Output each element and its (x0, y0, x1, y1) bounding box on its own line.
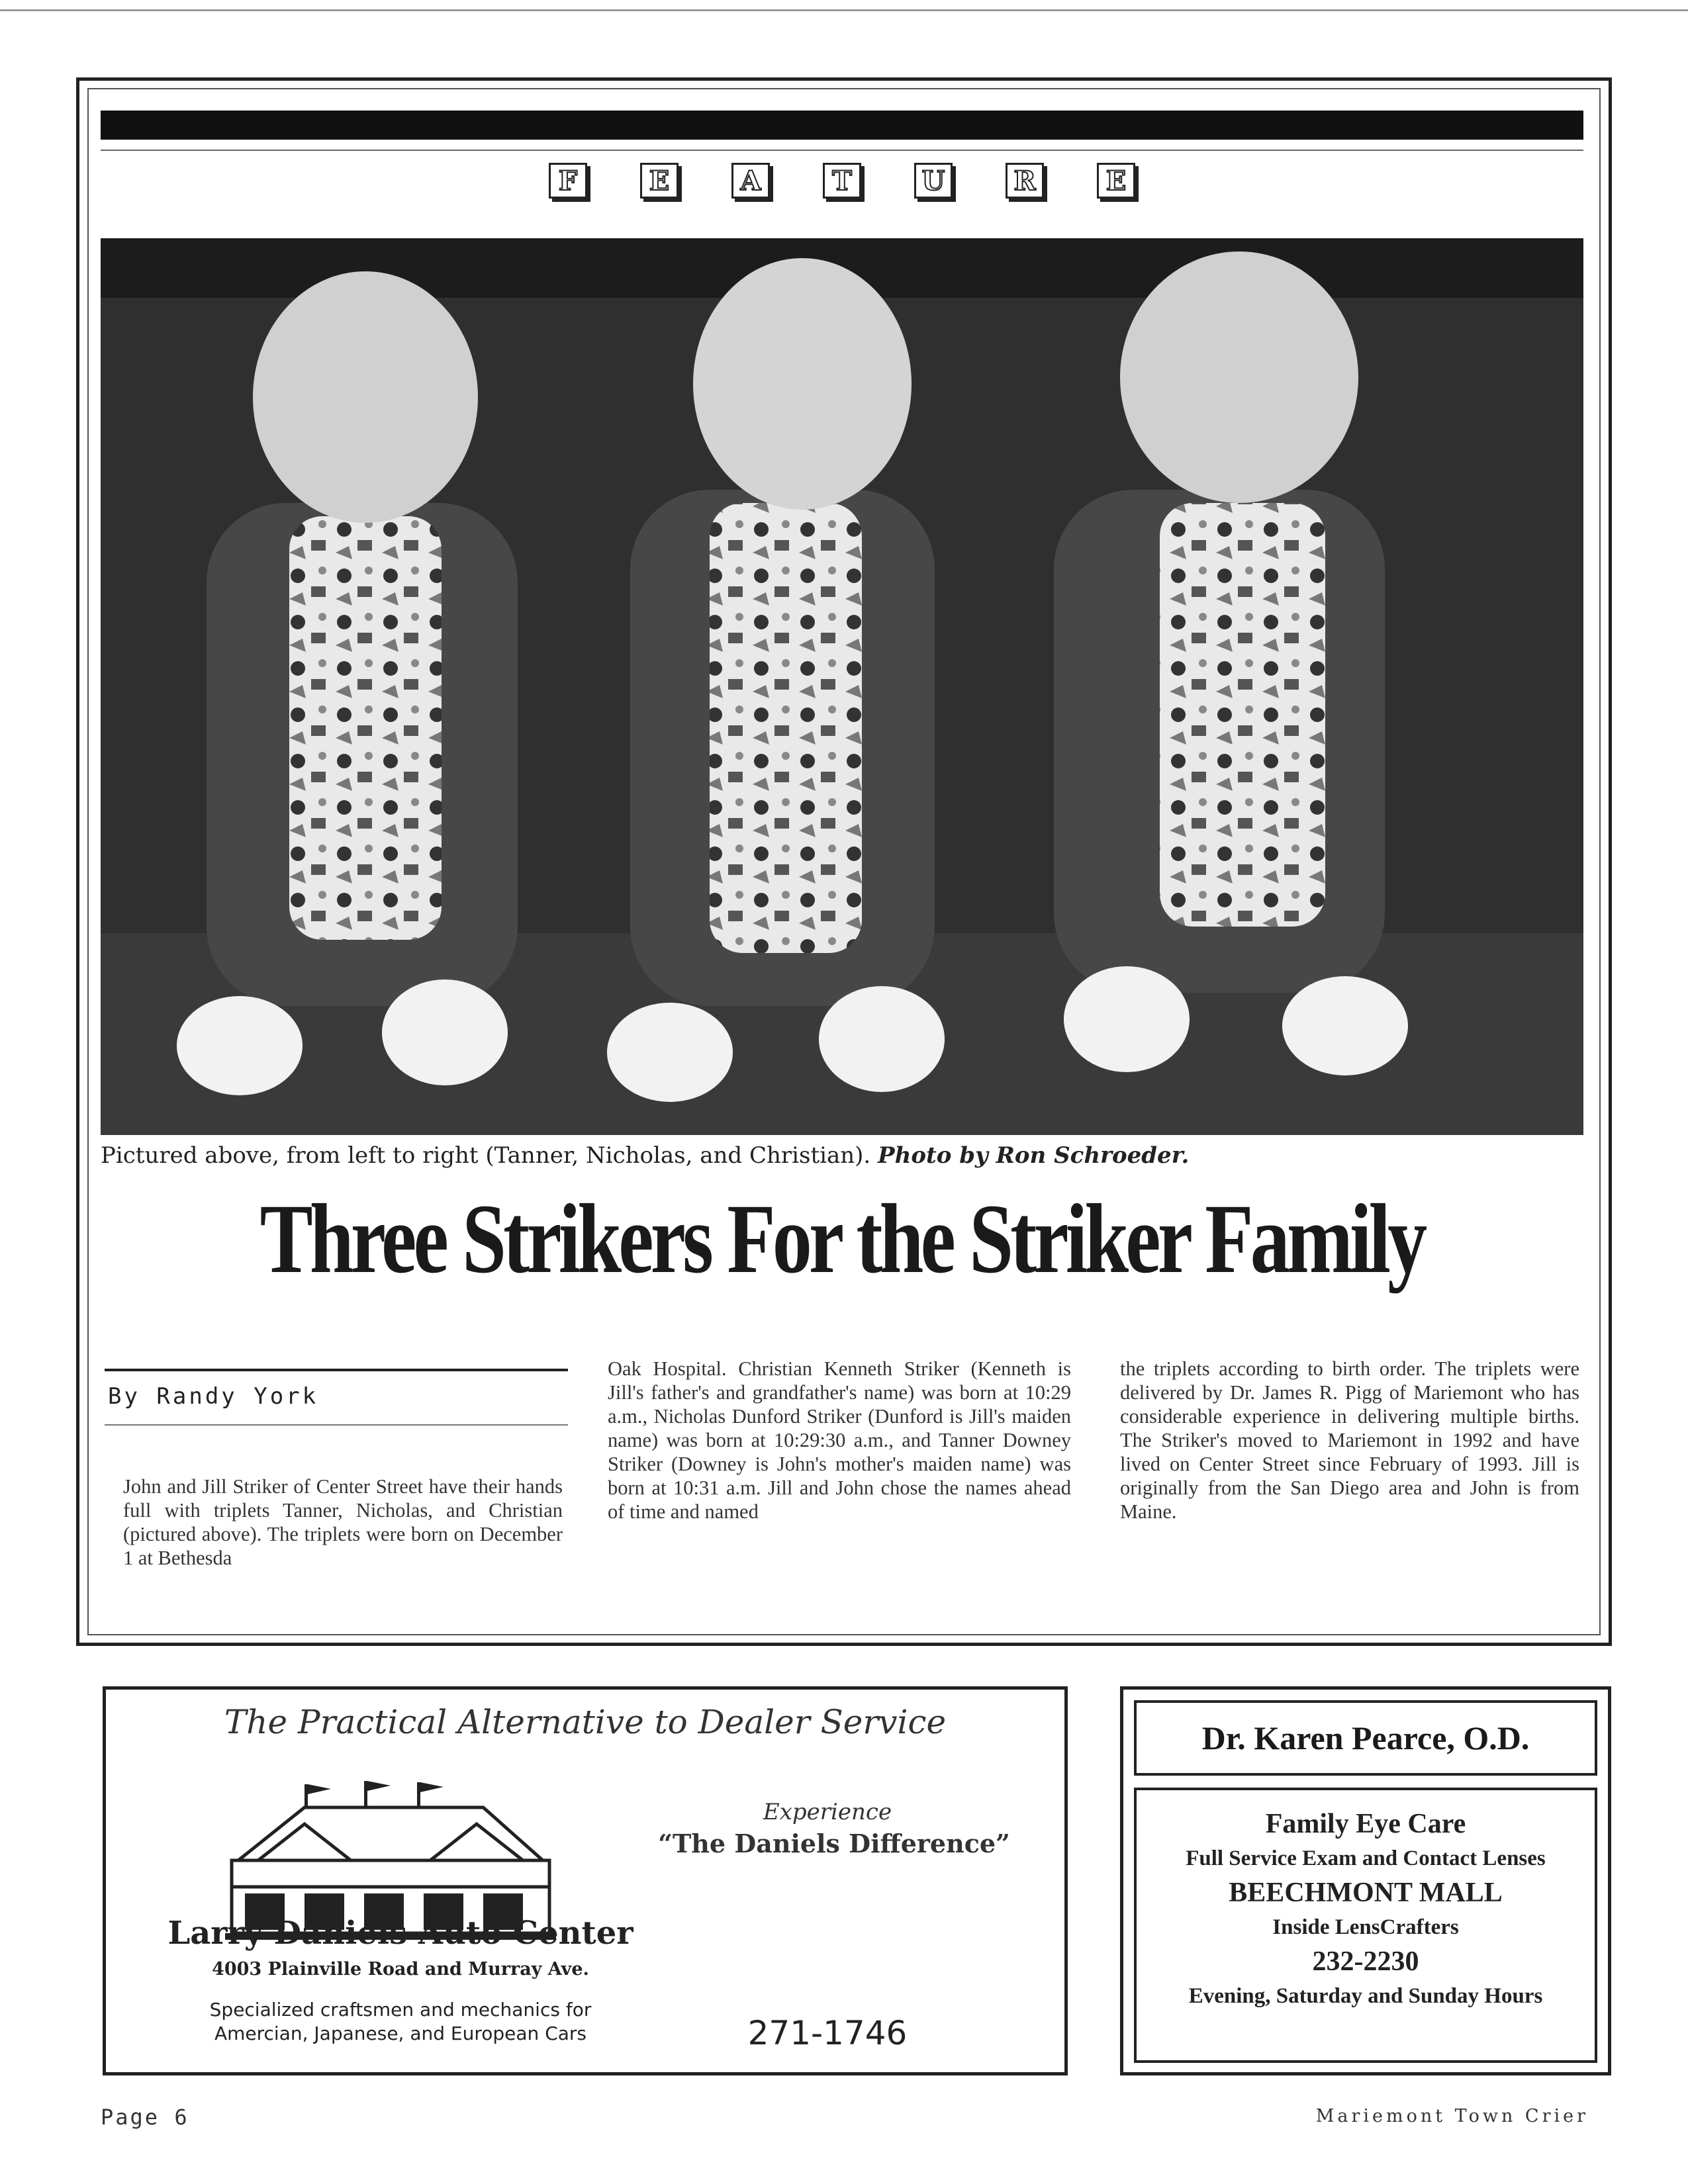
article-column-3: the triplets according to birth order. The triplets were delivered by Dr. James R. Pigg of Mariemont who has considerable experience in delivering multiple births. The Striker's moved to Mariemont in 1992 and have lived on Center Street since February of 1993. Jill is originally from the San Diego area and John is from Maine. (1120, 1357, 1579, 1523)
eye-care-ad (1120, 1686, 1611, 2075)
article-headline: Three Strikers For the Striker Family (259, 1184, 1425, 1294)
feature-letter: E (640, 163, 679, 199)
article-column-1: John and Jill Striker of Center Street have their hands full with triplets Tanner, Nicholas, and Christian (pictured above). The triplets were born on December 1 at Bethesda (123, 1475, 563, 1569)
ad-business-name: Larry Daniels Auto Center (167, 1915, 633, 1952)
byline-rule-top (105, 1369, 568, 1371)
eye-ad-mall: BEECHMONT MALL (1229, 1878, 1503, 1908)
eye-ad-doctor-name: Dr. Karen Pearce, O.D. (1134, 1700, 1597, 1776)
eye-ad-services: Full Service Exam and Contact Lenses (1186, 1846, 1546, 1870)
eye-ad-family-eye-care: Family Eye Care (1265, 1809, 1466, 1839)
ad-tagline: The Practical Alternative to Dealer Service (224, 1703, 947, 1741)
article-column-2: Oak Hospital. Christian Kenneth Striker (Kenneth is Jill's father's and grandfather's name) was born at 10:29 a.m., Nicholas Dunford Striker (Dunford is Jill's maiden name) was born at 10:29:30 a.m., and Tanner Downey Striker (Downey is John's mother's maiden name) was born at 10:31 a.m. Jill and John chose the names ahead of time and named (608, 1357, 1071, 1523)
byline-rule-bottom (105, 1424, 568, 1426)
feature-letter: R (1006, 163, 1044, 199)
page-number: Page 6 (101, 2105, 189, 2130)
feature-section-label (101, 163, 1583, 203)
feature-letter: U (914, 163, 953, 199)
publication-name: Mariemont Town Crier (1315, 2106, 1589, 2126)
caption-text: Pictured above, from left to right (Tanner, Nicholas, and Christian). (101, 1142, 871, 1169)
feature-letter: F (549, 163, 587, 199)
ad-specialized-line-2: Amercian, Japanese, and European Cars (214, 2023, 587, 2044)
header-thin-rule (101, 150, 1583, 151)
photo-caption (101, 1142, 1583, 1169)
ad-specialized-line-1: Specialized craftsmen and mechanics for (209, 1999, 592, 2021)
auto-center-ad (103, 1686, 1068, 2075)
triplets-photo (101, 238, 1583, 1135)
top-page-rule (0, 9, 1688, 11)
ad-difference-slogan: “The Daniels Difference” (658, 1829, 1010, 1858)
ad-address: 4003 Plainville Road and Murray Ave. (212, 1959, 589, 1979)
feature-letter: E (1097, 163, 1135, 199)
ad-phone: 271-1746 (747, 2014, 908, 2052)
ad-experience: Experience (763, 1799, 892, 1825)
eye-ad-hours: Evening, Saturday and Sunday Hours (1188, 1984, 1543, 2008)
eye-ad-phone: 232-2230 (1312, 1946, 1419, 1977)
eye-ad-details (1134, 1788, 1597, 2063)
ad-specialized-text (146, 1998, 655, 2046)
header-black-bar (101, 111, 1583, 140)
byline: By Randy York (108, 1383, 319, 1410)
eye-ad-location: Inside LensCrafters (1272, 1915, 1459, 1939)
feature-letter: T (823, 163, 861, 199)
feature-letter: A (731, 163, 770, 199)
photo-credit: Photo by Ron Schroeder. (878, 1142, 1190, 1169)
